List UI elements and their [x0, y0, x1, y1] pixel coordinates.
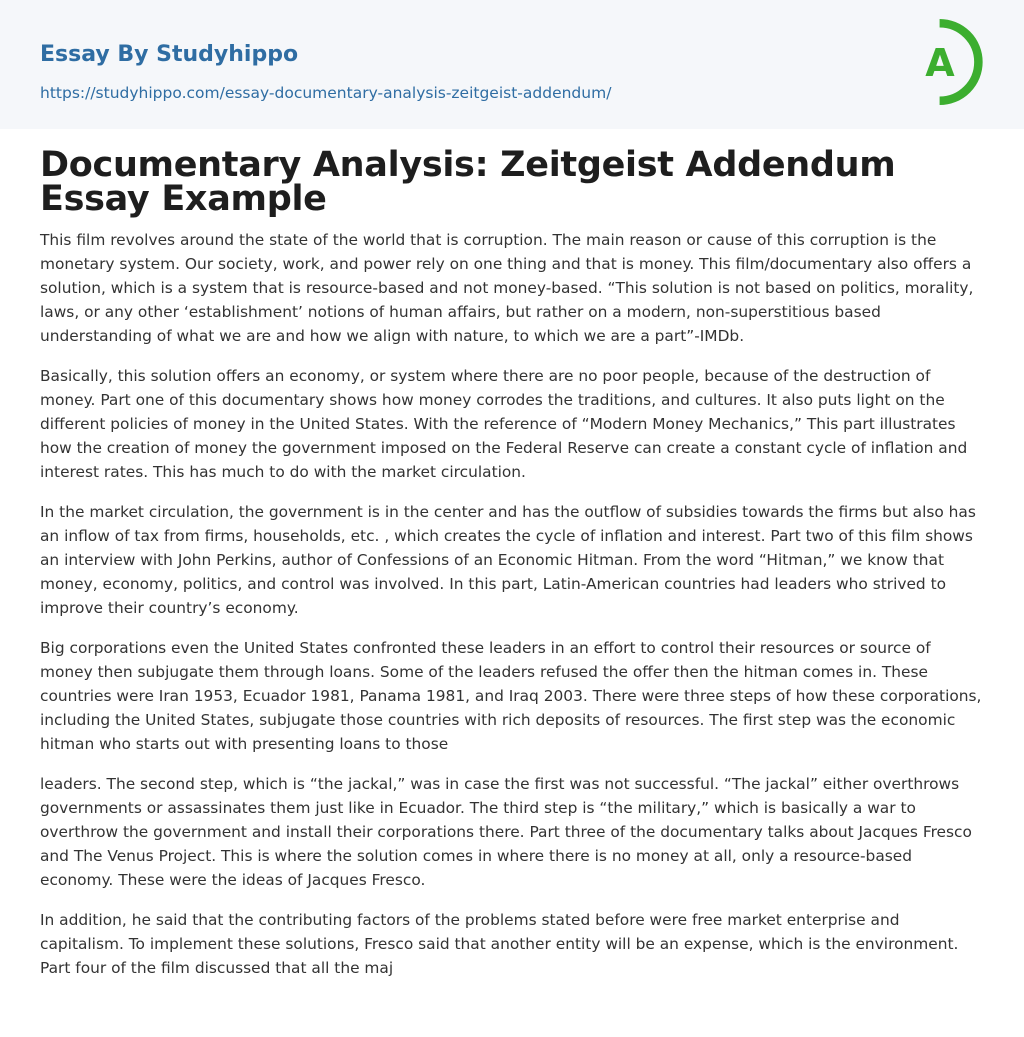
- logo-letter: A: [925, 41, 955, 85]
- article-paragraph-3: In the market circulation, the government is in the center and has the outflow of subsidies towards the firms but also has an inflow of tax from firms, households, etc. , which creates the cycle of inflation and interest. Part two of this film shows an interview with John Perkins, author of Confessions of an Economic Hitman. From the word “Hitman,” we know that money, economy, politics, and control was involved. In this part, Latin-American countries had leaders who strived to improve their country’s economy.: [40, 503, 976, 617]
- source-url-link[interactable]: https://studyhippo.com/essay-documentary-analysis-zeitgeist-addendum/: [40, 84, 612, 102]
- article-body: [40, 228, 988, 996]
- studyhippo-logo-icon[interactable]: [912, 18, 988, 106]
- article-paragraph-1: This film revolves around the state of the world that is corruption. The main reason or cause of this corruption is the monetary system. Our society, work, and power rely on one thing and that is money. This film/documentary also offers a solution, which is a system that is resource-based and not money-based. “This solution is not based on politics, morality, laws, or any other ‘establishment’ notions of human affairs, but rather on a modern, non-superstitious based understanding of what we are and how we align with nature, to which we are a part”-IMDb.: [40, 231, 974, 345]
- article-paragraph-4: Big corporations even the United States confronted these leaders in an effort to control their resources or source of money then subjugate them through loans. Some of the leaders refused the offer then the hitman comes in. These countries were Iran 1953, Ecuador 1981, Panama 1981, and Iraq 2003. There were three steps of how these corporations, including the United States, subjugate those countries with rich deposits of resources. The first step was the economic hitman who starts out with presenting loans to those: [40, 639, 982, 753]
- article-paragraph-5: leaders. The second step, which is “the jackal,” was in case the first was not successful. “The jackal” either overthrows governments or assassinates them just like in Ecuador. The third step is “the military,” which is basically a war to overthrow the government and install their corporations there. Part three of the documentary talks about Jacques Fresco and The Venus Project. This is where the solution comes in where there is no money at all, only a resource-based economy. These were the ideas of Jacques Fresco.: [40, 775, 972, 889]
- site-header: [0, 0, 1024, 129]
- page-title: Documentary Analysis: Zeitgeist Addendum Essay Example: [40, 145, 896, 219]
- article-paragraph-2: Basically, this solution offers an economy, or system where there are no poor people, because of the destruction of money. Part one of this documentary shows how money corrodes the traditions, and cultures. It also puts light on the different policies of money in the United States. With the reference of “Modern Money Mechanics,” This part illustrates how the creation of money the government imposed on the Federal Reserve can create a constant cycle of inflation and interest rates. This has much to do with the market circulation.: [40, 367, 968, 481]
- article-paragraph-6: In addition, he said that the contributing factors of the problems stated before were free market enterprise and capitalism. To implement these solutions, Fresco said that another entity will be an expense, which is the environment. Part four of the film discussed that all the maj: [40, 911, 959, 977]
- site-brand[interactable]: Essay By Studyhippo: [40, 42, 299, 67]
